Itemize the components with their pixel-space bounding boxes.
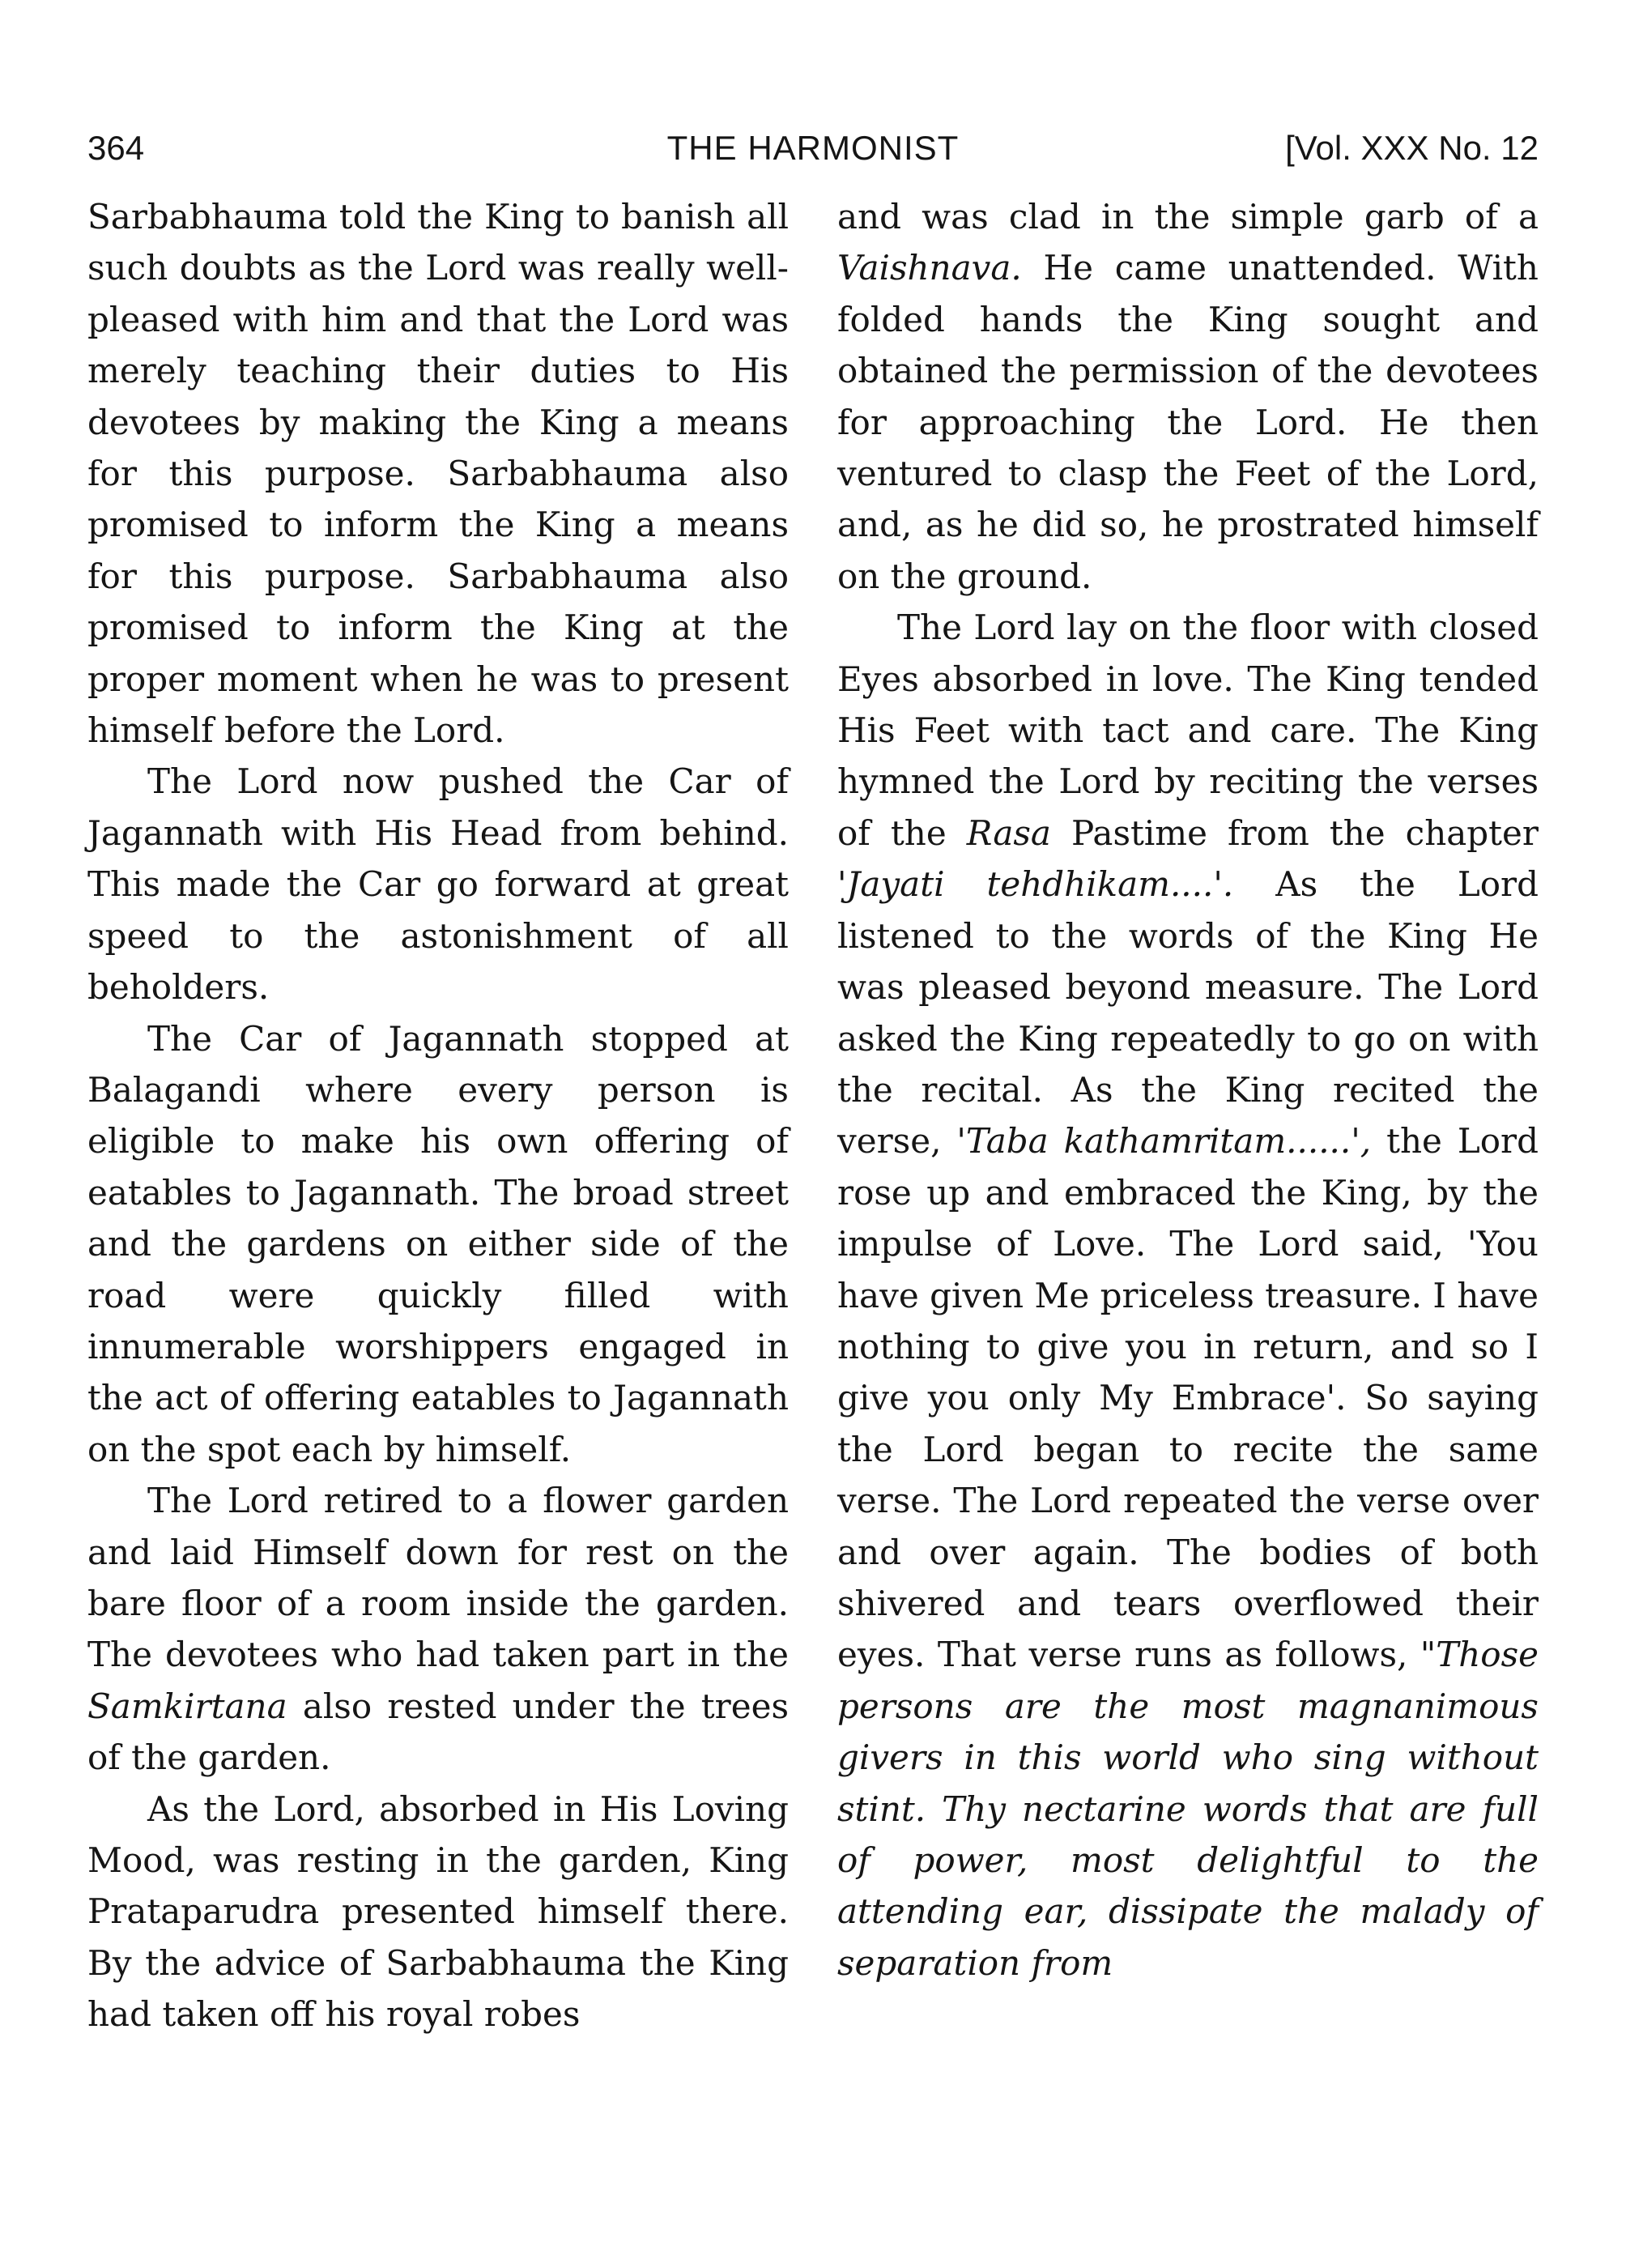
italic-term: Samkirtana (87, 1686, 287, 1726)
paragraph: As the Lord, absorbed in His Loving Mood, was resting in the garden, King Prataparudra presented himself there. By the advice of Sarbabhauma the King had taken off his royal robes (87, 1788, 789, 2035)
paragraph-text: The Lord lay on the floor with closed Eyes absorbed in love. The King tended His Feet with tact and care. The King hymned the Lord by reciting the verses of the (837, 608, 1539, 853)
paragraph (837, 602, 1539, 1989)
paragraph (87, 1475, 789, 1783)
italic-term: 'Taba kathamritam......', (956, 1121, 1372, 1162)
page-number: 364 (87, 129, 145, 167)
paragraph-text: He came unattended. With folded hands the King sought and obtained the permission of the devotees for approaching the Lord. He then ventured to clasp the Feet of the Lord, and, as he did so, he prostrated himself on the ground. (837, 248, 1539, 596)
paragraph-text: and was clad in the simple garb of a (837, 197, 1539, 237)
left-column (87, 191, 789, 2040)
running-title: THE HARMONIST (666, 129, 960, 167)
paragraph: The Car of Jagannath stopped at Balagandi where every person is eligible to make his own offering of eatables to Jagannath. The broad street and the gardens on either side of the road were quickly filled with innumerable worshippers engaged in the act of offering eatables to Jagannath on the spot each by himself. (87, 1018, 789, 1469)
italic-term: 'Jayati tehdhikam....'. (837, 864, 1234, 905)
right-column (837, 191, 1539, 1989)
paragraph: The Lord now pushed the Car of Jagannath with His Head from behind. This made the Car go forward at great speed to the astonishment of all beholders. (87, 761, 789, 1008)
italic-term: Rasa (966, 812, 1051, 853)
paragraph-text: also rested under the trees of the garden. (87, 1686, 789, 1778)
paragraph: Sarbabhauma told the King to banish all such doubts as the Lord was really well-pleased with him and that the Lord was merely teaching their duties to His devotees by making the King a means for this purpose. Sarbabhauma also promised to inform the King a means for this purpose. Sarbabhauma also promised to inform the King at the proper moment when he was to present himself before the Lord. (87, 197, 789, 751)
paragraph-text: The Lord retired to a flower garden and laid Himself down for rest on the bare floor of a room inside the garden. The devotees who had taken part in the (87, 1481, 789, 1675)
paragraph-text: As the Lord listened to the words of the King He was pleased beyond measure. The Lord asked the King repeatedly to go on with the recital. As the King recited the verse, (837, 864, 1539, 1162)
volume-info: [Vol. XXX No. 12 (1285, 129, 1539, 167)
paragraph-text: Pastime from the chapter (1071, 812, 1539, 853)
italic-quote: "Those persons are the most magnanimous givers in this world who sing without stint. Thy nectarine words that are full of power, most delightful to the attending ear, dissipate the malady of separation from (837, 1635, 1539, 1983)
paragraph-text: the Lord rose up and embraced the King, by the impulse of Love. The Lord said, 'You have given Me priceless treasure. I have nothing to give you in return, and so I give you only My Embrace'. So saying the Lord began to recite the same verse. The Lord repeated the verse over and over again. The bodies of both shivered and tears overflowed their eyes. That verse runs as follows, (837, 1121, 1539, 1675)
italic-term: Vaishnava. (837, 248, 1022, 288)
page-header (87, 120, 1539, 177)
paragraph (837, 191, 1539, 602)
